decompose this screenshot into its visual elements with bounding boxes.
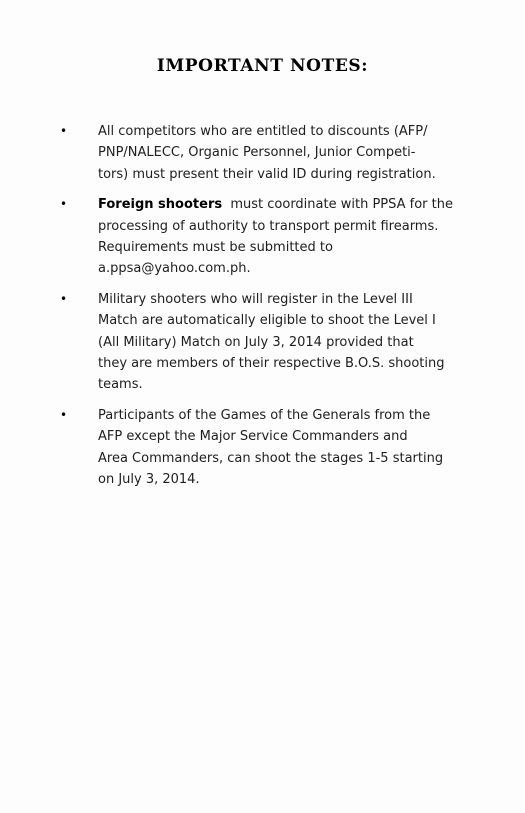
- note-line: tors) must present their valid ID during registration.: [98, 166, 436, 182]
- bullet-icon: •: [60, 124, 68, 138]
- note-line: [98, 194, 477, 215]
- bullet-icon: •: [60, 291, 68, 306]
- note-line: Area Commanders, can shoot the stages 1-5 starting: [98, 450, 444, 466]
- note-item-military-shooters: [0, 289, 525, 396]
- note-line: Participants of the Games of the Generals from the: [98, 407, 431, 423]
- note-bold-lead: Foreign shooters: [98, 197, 223, 213]
- note-line-rest: must coordinate with PPSA for the: [222, 197, 453, 213]
- bullet-icon: •: [60, 407, 68, 422]
- note-line: teams.: [98, 377, 143, 393]
- note-line: PNP/NALECC, Organic Personnel, Junior Competi-: [98, 145, 416, 161]
- note-line: All competitors who are entitled to discounts (AFP/: [98, 124, 428, 139]
- note-item-games-of-generals: [0, 405, 525, 491]
- note-line: a.ppsa@yahoo.com.ph.: [98, 261, 251, 277]
- note-item-foreign-shooters: [0, 194, 525, 280]
- note-item-competitor-discounts: [0, 121, 525, 185]
- note-line: AFP except the Major Service Commanders and: [98, 429, 408, 445]
- note-line: Military shooters who will register in the Level III: [98, 291, 413, 307]
- bullet-icon: •: [60, 197, 68, 212]
- note-line: they are members of their respective B.O.S. shooting: [98, 356, 445, 372]
- note-line: on July 3, 2014.: [98, 472, 200, 488]
- note-line: processing of authority to transport permit firearms.: [98, 218, 439, 234]
- page-title: IMPORTANT NOTES:: [156, 56, 369, 76]
- note-line: (All Military) Match on July 3, 2014 provided that: [98, 334, 414, 350]
- notes-list: [0, 121, 525, 500]
- note-line: Match are automatically eligible to shoot the Level I: [98, 313, 436, 329]
- note-line: Requirements must be submitted to: [98, 240, 333, 256]
